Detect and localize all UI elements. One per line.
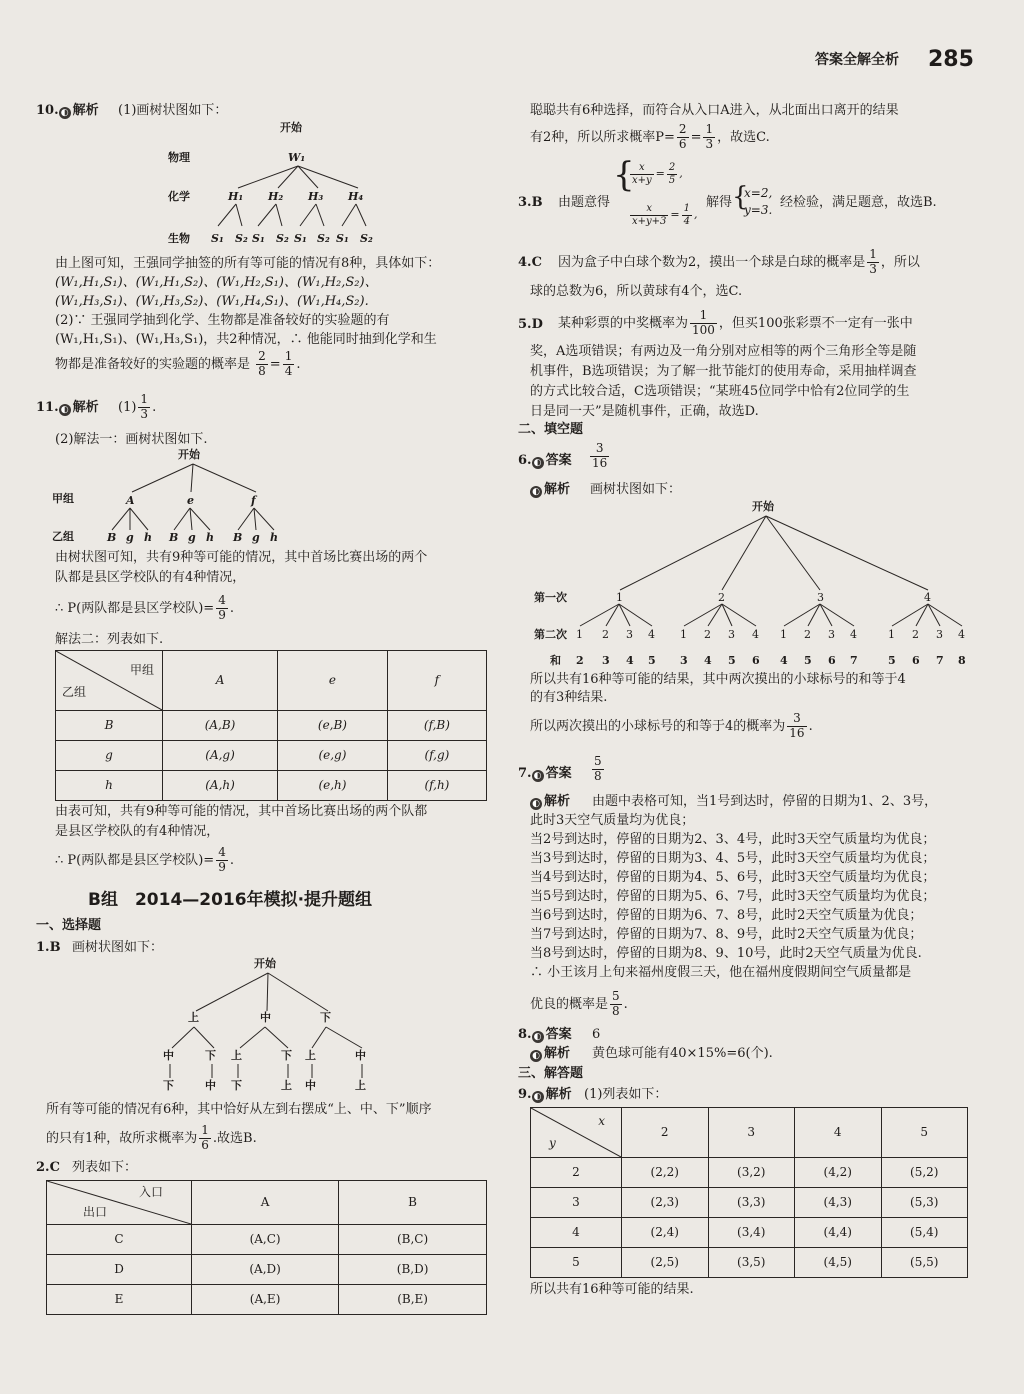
fraction: $\frac{5}{8}$: [612, 989, 620, 1018]
analysis-icon: ◐: [59, 107, 71, 119]
q1-tree-node: 下: [320, 1011, 331, 1024]
q1-tree-node: 下: [205, 1049, 216, 1062]
q6-sum: 3: [602, 654, 610, 667]
q6-tree-leaf: 4: [752, 628, 759, 641]
q10-row-label: 生物: [168, 232, 190, 245]
table-row: E (A,E) (B,E): [47, 1285, 487, 1315]
q1-tree-lines: [150, 956, 390, 1096]
fraction: $\frac{1}{3}$: [869, 247, 877, 276]
answer-icon: ◐: [532, 1031, 544, 1043]
q9-heading: 9. ◐ 解析: [518, 1087, 572, 1102]
fraction: $\frac{2}{8}$: [258, 349, 266, 378]
q6-sum: 4: [626, 654, 634, 667]
q3-solution: x=2,: [744, 186, 773, 200]
q3-equation-2: $\frac{x}{x+y+3}$ = $\frac{1}{4}$ ,: [632, 203, 698, 227]
q6-sum: 5: [888, 654, 896, 667]
fraction: $\frac{4}{9}$: [218, 845, 226, 874]
q11-row-label: 乙组: [52, 530, 74, 543]
fraction: $\frac{4}{9}$: [218, 593, 226, 622]
q11-text: 队都是县区学校队的有4种情况，: [55, 570, 246, 585]
q6-intro: 画树状图如下：: [590, 482, 682, 497]
q7-line: 此时3天空气质量均为优良；: [530, 813, 695, 828]
q7-analysis-tag: ◐ 解析: [530, 794, 570, 810]
table-col-header: 4: [795, 1108, 882, 1158]
q11-tree-leaf: B: [169, 531, 179, 544]
q10-intro: (1)画树状图如下：: [118, 103, 228, 118]
q6-text: 的有3种结果.: [530, 690, 608, 705]
q11-tree: [50, 446, 290, 548]
q6-tree-node: 1: [616, 591, 623, 604]
q6-tree-leaf: 4: [850, 628, 857, 641]
q11-method1: (2)解法一：画树状图如下.: [55, 432, 208, 447]
q11-method2: 解法二：列表如下.: [55, 632, 164, 647]
q11-row-label: 甲组: [52, 492, 74, 505]
table-col-header: 3: [708, 1108, 795, 1158]
brace-icon: {: [613, 155, 635, 195]
analysis-icon: ◐: [59, 404, 71, 416]
table-row: h (A,h) (e,h) (f,h): [56, 771, 487, 801]
q7-line: 当3号到达时，停留的日期为3、4、5号，此时3天空气质量均为优良；: [530, 851, 936, 866]
q2-number: 2.C: [36, 1160, 60, 1175]
q1-tree-leaf: 中: [205, 1079, 216, 1092]
q10-line: (2)∵ 王强同学抽到化学、生物都是准备较好的实验题的有: [55, 313, 390, 328]
q6-tree-node: 3: [817, 591, 824, 604]
q11-probability: ∴ P(两队都是县区学校队)= $\frac{4}{9}$ .: [55, 593, 234, 622]
q6-sum: 8: [958, 654, 966, 667]
q6-tree-node: 2: [718, 591, 725, 604]
brace-icon: {: [732, 182, 749, 212]
table-col-header: 5: [881, 1108, 968, 1158]
q6-tree-leaf: 1: [576, 628, 583, 641]
q11-tree-leaf: B: [107, 531, 117, 544]
q6-sum: 7: [850, 654, 858, 667]
q1-tree-node: 下: [281, 1049, 292, 1062]
q10-tree-start: 开始: [280, 121, 302, 134]
q6-text: 所以共有16种等可能的结果，其中两次摸出的小球标号的和等于4: [530, 672, 906, 687]
q11-text: 是县区学校队的有4种情况，: [55, 824, 220, 839]
q11-probability-2: ∴ P(两队都是县区学校队)= $\frac{4}{9}$ .: [55, 845, 234, 874]
q2-cont-line: 聪聪共有6种选择，而符合从入口A进入，从北面出口离开的结果: [530, 103, 899, 118]
q6-tree-leaf: 3: [728, 628, 735, 641]
q10-tree-leaf: S₁: [211, 232, 224, 245]
fraction: $\frac{3}{16}$: [592, 441, 608, 470]
q1-tree-node: 中: [260, 1011, 271, 1024]
q1-tree-node: 中: [355, 1049, 366, 1062]
q11-heading: 11. ◐ 解析: [36, 400, 99, 415]
q6-sum: 4: [704, 654, 712, 667]
q7-line: 当8号到达时，停留的日期为8、9、10号，此时2天空气质量为优良.: [530, 946, 922, 961]
q6-tree-leaf: 2: [704, 628, 711, 641]
q10-tree-leaf: S₁: [294, 232, 307, 245]
section-answer: 三、解答题: [518, 1066, 584, 1081]
q6-tree-leaf: 2: [912, 628, 919, 641]
section-choice: 一、选择题: [36, 918, 102, 933]
page-number: 285: [928, 47, 974, 72]
q6-tree: [532, 498, 972, 670]
q1-conclusion: 的只有1种，故所求概率为 $\frac{1}{6}$ .故选B.: [46, 1123, 257, 1152]
analysis-icon: ◐: [530, 1050, 542, 1062]
table-col-header: f: [387, 651, 486, 711]
q5-number: 5.D: [518, 317, 543, 332]
q6-tree-leaf: 4: [648, 628, 655, 641]
q1-tree-leaf: 中: [305, 1079, 316, 1092]
fraction: $\frac{x}{x+y+3}$: [632, 203, 667, 227]
q1-tree-node: 上: [231, 1049, 242, 1062]
q3-equation-1: $\frac{x}{x+y}$ = $\frac{2}{5}$ ,: [632, 162, 683, 186]
q3-solve: 解得: [706, 195, 733, 210]
q10-tree-leaf: S₁: [252, 232, 265, 245]
q8-heading: 8. ◐ 答案: [518, 1027, 572, 1042]
q6-tree-leaf: 3: [936, 628, 943, 641]
q2-cont-conclusion: 有2种，所以所求概率P= $\frac{2}{6}$ = $\frac{1}{3}$ ，故选C.: [530, 122, 770, 151]
table-col-header: e: [278, 651, 388, 711]
analysis-icon: ◐: [530, 486, 542, 498]
q10-tree-leaf: S₂: [235, 232, 248, 245]
q1-tree: [150, 956, 390, 1096]
q1-tree-node: 上: [188, 1011, 199, 1024]
header-title: 答案全解全析: [815, 52, 899, 68]
table-row: g (A,g) (e,g) (f,g): [56, 741, 487, 771]
q6-sum: 4: [780, 654, 788, 667]
q11-tree-start: 开始: [178, 448, 200, 461]
q7-line: 当5号到达时，停留的日期为5、6、7号，此时3天空气质量均为优良；: [530, 889, 936, 904]
q10-tree-node: H₁: [228, 190, 244, 203]
q10-conclusion: 物都是准备较好的实验题的概率是 $\frac{2}{8}$ = $\frac{1}{4}$ .: [55, 349, 301, 378]
q6-tree-leaf: 1: [888, 628, 895, 641]
q1-tree-leaf: 上: [281, 1079, 292, 1092]
diagonal-line: [531, 1108, 621, 1157]
table-row: 2 (2,2) (3,2) (4,2) (5,2): [531, 1158, 968, 1188]
q7-line: 当6号到达时，停留的日期为6、7、8号，此时2天空气质量为优良；: [530, 908, 923, 923]
q6-sum: 7: [936, 654, 944, 667]
fraction: $\frac{2}{5}$: [668, 162, 676, 186]
q10-tree-node: H₄: [348, 190, 364, 203]
analysis-icon: ◐: [532, 1091, 544, 1103]
q6-heading: 6. ◐ 答案: [518, 453, 572, 468]
q6-tree-lines: [532, 498, 972, 670]
q7-line: 当4号到达时，停留的日期为4、5、6号，此时3天空气质量均为优良；: [530, 870, 936, 885]
fraction: $\frac{1}{3}$: [140, 392, 149, 421]
table-corner: 入口 出口: [47, 1181, 192, 1225]
q5-line: 日是同一天”是随机事件，正确，故选D.: [530, 404, 759, 419]
q10-row-label: 化学: [168, 190, 190, 203]
q10-tree: [160, 118, 400, 253]
q5-line: 某种彩票的中奖概率为 $\frac{1}{100}$ ，但买100张彩票不一定有一张中: [558, 308, 913, 337]
q7-conclusion: 优良的概率是 $\frac{5}{8}$ .: [530, 989, 628, 1018]
q7-first-line: 由题中表格可知，当1号到达时，停留的日期为1、2、3号，: [592, 794, 938, 809]
q10-tree-node: H₃: [308, 190, 324, 203]
q1-tree-node: 中: [163, 1049, 174, 1062]
table-col-header: 2: [622, 1108, 709, 1158]
q11-part1: (1) $\frac{1}{3}$ .: [118, 392, 157, 421]
q9-tail: 所以共有16种等可能的结果.: [530, 1282, 694, 1297]
q6-tree-leaf: 2: [602, 628, 609, 641]
q5-line: 机事件，B选项错误；为了解一批节能灯的使用寿命，采用抽样调查: [530, 364, 917, 379]
q6-row-label: 第二次: [534, 628, 567, 641]
q6-sum: 5: [804, 654, 812, 667]
q10-heading: 10. ◐ 解析: [36, 103, 99, 118]
table-corner: x y: [531, 1108, 622, 1158]
q11-tree-node: f: [251, 494, 256, 507]
q10-line: (W₁,H₁,S₁)、(W₁,H₁,S₂)、(W₁,H₂,S₁)、(W₁,H₂,S₂)、: [55, 275, 378, 290]
fraction: $\frac{1}{4}$: [683, 203, 691, 227]
q1-tree-leaf: 下: [231, 1079, 242, 1092]
q7-heading: 7. ◐ 答案: [518, 766, 572, 781]
q7-line: 当2号到达时，停留的日期为2、3、4号，此时3天空气质量均为优良；: [530, 832, 936, 847]
table-row: D (A,D) (B,D): [47, 1255, 487, 1285]
q6-sum: 5: [648, 654, 656, 667]
q9-table: [530, 1107, 968, 1278]
answer-icon: ◐: [532, 457, 544, 469]
q11-tree-node: e: [187, 494, 194, 507]
q1-text: 所有等可能的情况有6种，其中恰好从左到右摆成“上、中、下”顺序: [46, 1102, 432, 1117]
q4-line-2: 球的总数为6，所以黄球有4个，选C.: [530, 284, 743, 299]
q11-tree-leaf: g: [188, 531, 196, 544]
q1-tree-node: 上: [305, 1049, 316, 1062]
q6-tree-leaf: 2: [804, 628, 811, 641]
section-fill: 二、填空题: [518, 422, 584, 437]
q5-line: 的方式比较合适，C选项错误；“某班45位同学中恰有2位同学的生: [530, 384, 910, 399]
q11-tree-node: A: [126, 494, 135, 507]
q6-tree-leaf: 3: [626, 628, 633, 641]
q1-intro: 画树状图如下：: [72, 940, 164, 955]
diagonal-line: [56, 651, 162, 710]
q8-text: 黄色球可能有40×15%=6(个).: [592, 1046, 773, 1061]
q5-line: 奖，A选项错误；有两边及一角分别对应相等的两个三角形全等是随: [530, 344, 917, 359]
q3-solution: y=3.: [744, 203, 773, 217]
q10-line: 由上图可知，王强同学抽签的所有等可能的情况有8种，具体如下：: [55, 256, 441, 271]
q2-intro: 列表如下：: [72, 1160, 138, 1175]
table-col-header: A: [192, 1181, 339, 1225]
answer-icon: ◐: [532, 770, 544, 782]
q11-tree-leaf: h: [144, 531, 152, 544]
q3-number: 3.B: [518, 195, 543, 210]
fraction: $\frac{2}{6}$: [678, 122, 687, 151]
q3-end: 经检验，满足题意，故选B.: [780, 195, 937, 210]
q2-table: [46, 1180, 487, 1315]
q3-prefix: 由题意得: [558, 195, 611, 210]
q6-tree-leaf: 1: [680, 628, 687, 641]
q9-intro: (1)列表如下：: [584, 1087, 668, 1102]
q10-line: (W₁,H₃,S₁)、(W₁,H₃,S₂)、(W₁,H₄,S₁)、(W₁,H₄,S₂).: [55, 294, 369, 309]
q6-tree-start: 开始: [752, 500, 774, 513]
q10-tree-leaf: S₁: [336, 232, 349, 245]
q11-text: 由树状图可知，共有9种等可能的情况，其中首场比赛出场的两个: [55, 550, 428, 565]
q6-tree-leaf: 3: [828, 628, 835, 641]
fraction: $\frac{x}{x+y}$: [632, 162, 652, 186]
q4-line: 因为盒子中白球个数为2，摸出一个球是白球的概率是 $\frac{1}{3}$ ，所以: [558, 247, 920, 276]
q1-number: 1.B: [36, 940, 61, 955]
q11-tree-leaf: h: [270, 531, 278, 544]
table-row: B (A,B) (e,B) (f,B): [56, 711, 487, 741]
q7-line: 当7号到达时，停留的日期为7、8、9号，此时2天空气质量为优良；: [530, 927, 923, 942]
q7-answer: [590, 755, 606, 784]
q1-tree-leaf: 下: [163, 1079, 174, 1092]
q10-tree-leaf: S₂: [317, 232, 330, 245]
q6-conclusion: 所以两次摸出的小球标号的和等于4的概率为 $\frac{3}{16}$ .: [530, 711, 813, 740]
table-row: C (A,C) (B,C): [47, 1225, 487, 1255]
q10-tree-node: H₂: [268, 190, 284, 203]
q6-sum: 6: [828, 654, 836, 667]
q10-tree-leaf: S₂: [276, 232, 289, 245]
q6-sum: 6: [752, 654, 760, 667]
q10-row-label: 物理: [168, 151, 190, 164]
q6-sum: 6: [912, 654, 920, 667]
q11-tree-leaf: g: [126, 531, 134, 544]
q10-line: (W₁,H₁,S₁)、(W₁,H₃,S₁)，共2种情况，∴ 他能同时抽到化学和生: [55, 332, 437, 347]
group-b-title: B组 2014—2016年模拟·提升题组: [88, 890, 373, 910]
table-row: 4 (2,4) (3,4) (4,4) (5,4): [531, 1218, 968, 1248]
q11-tree-leaf: B: [233, 531, 243, 544]
q11-text: 由表可知，共有9种等可能的情况，其中首场比赛出场的两个队都: [55, 804, 428, 819]
q6-answer: [588, 442, 611, 471]
fraction: $\frac{3}{16}$: [789, 711, 805, 740]
q8-answer: 6: [592, 1027, 601, 1042]
q6-tree-node: 4: [924, 591, 931, 604]
q6-row-label: 和: [550, 654, 561, 667]
fraction: $\frac{1}{3}$: [705, 122, 714, 151]
table-col-header: B: [339, 1181, 487, 1225]
diagonal-line: [47, 1181, 191, 1224]
q6-sum: 2: [576, 654, 584, 667]
q10-tree-leaf: S₂: [360, 232, 373, 245]
q4-number: 4.C: [518, 255, 542, 270]
fraction: $\frac{5}{8}$: [594, 754, 602, 783]
q6-analysis-tag: ◐ 解析: [530, 482, 570, 498]
q8-analysis-tag: ◐ 解析: [530, 1046, 570, 1062]
q6-tree-leaf: 1: [780, 628, 787, 641]
analysis-icon: ◐: [530, 798, 542, 810]
q11-tree-leaf: g: [252, 531, 260, 544]
q10-tree-node: W₁: [288, 151, 306, 164]
q11-tree-leaf: h: [206, 531, 214, 544]
q1-tree-leaf: 上: [355, 1079, 366, 1092]
q7-line: ∴ 小王该月上旬来福州度假三天，他在福州度假期间空气质量都是: [530, 965, 912, 980]
table-row: 3 (2,3) (3,3) (4,3) (5,3): [531, 1188, 968, 1218]
fraction: $\frac{1}{6}$: [201, 1123, 209, 1152]
fraction: $\frac{1}{4}$: [284, 349, 293, 378]
q1-tree-start: 开始: [254, 957, 276, 970]
table-corner: 甲组 乙组: [56, 651, 163, 711]
q6-sum: 3: [680, 654, 688, 667]
q6-row-label: 第一次: [534, 591, 567, 604]
q6-tree-leaf: 4: [958, 628, 965, 641]
q11-table: [55, 650, 487, 801]
table-row: 5 (2,5) (3,5) (4,5) (5,5): [531, 1248, 968, 1278]
q6-sum: 5: [728, 654, 736, 667]
fraction: $\frac{1}{100}$: [692, 308, 715, 337]
table-col-header: A: [163, 651, 278, 711]
